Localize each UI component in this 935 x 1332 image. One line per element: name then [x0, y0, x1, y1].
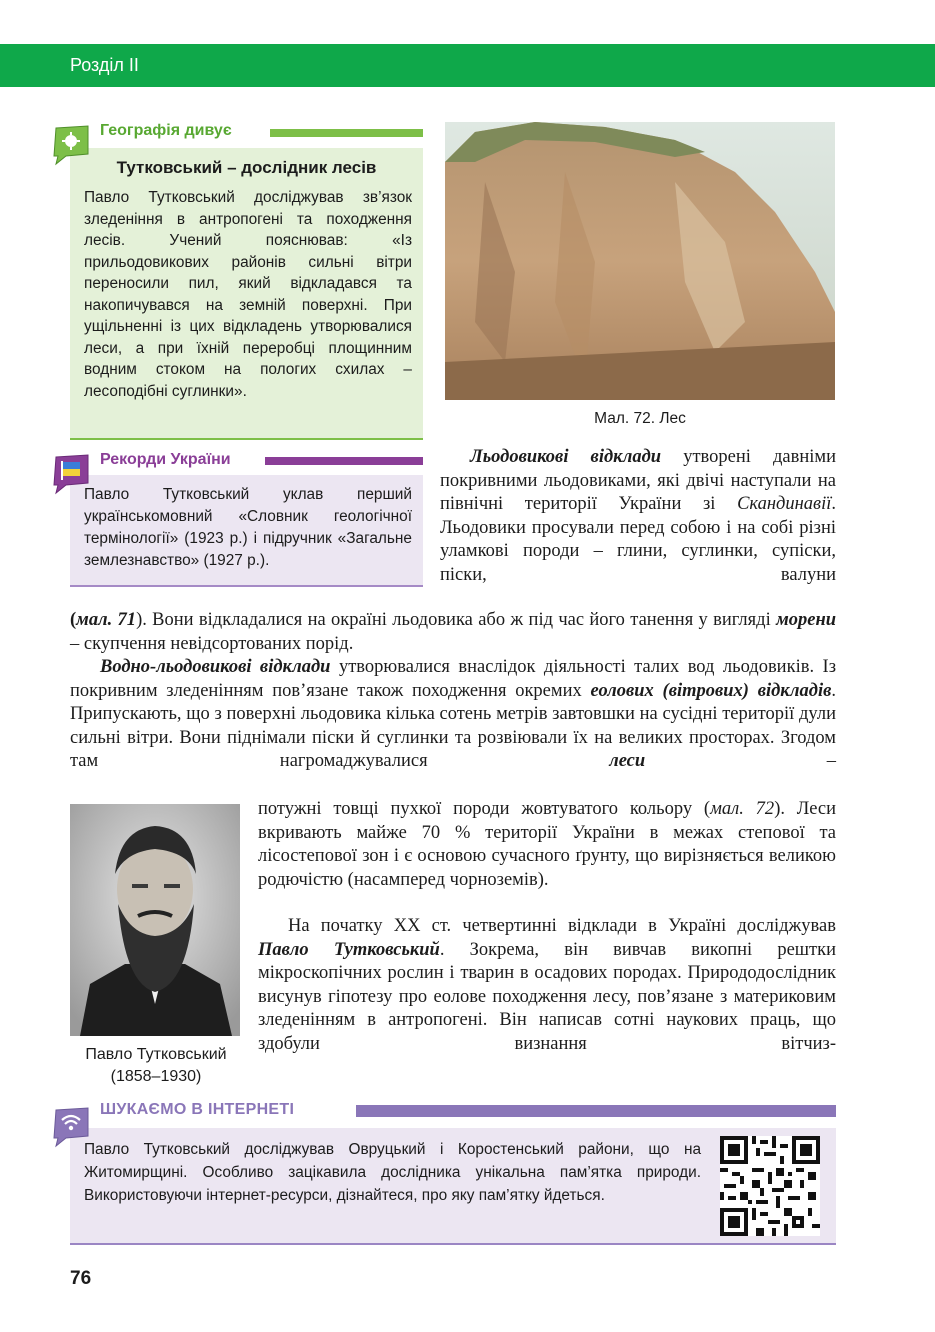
- paragraph-2-text-b: – скупчення невідсортованих порід.: [70, 633, 354, 654]
- paragraph-5-text-a: На початку XX ст. четвертинні відклади в Україні досліджував: [288, 916, 836, 936]
- term-loess: леси: [609, 751, 646, 771]
- portrait-caption-name: Павло Тутковський: [85, 1046, 227, 1063]
- body-paragraph-2-continued: [258, 798, 836, 892]
- records-box-text: Павло Тутковський уклав перший українськомовний «Словник геологічної термінології» (1923 р.) і підручник «Загальне землезнавство» (1927 р.).: [84, 486, 412, 569]
- paragraph-3-text-b: . Припускають, що з поверхні льодовика кілька сотень метрів завтовшки на сусідні території дули сильні вітри. Вони піднімали піски й суглинки та розвіювали їх на великих просторах. Згодом там нагромаджувалися: [70, 680, 836, 771]
- name-tutkovsky: Павло Тутковський: [258, 939, 440, 960]
- geography-box-text: Павло Тутковський досліджував зв’язок зледеніння в антропогені та походження лесів. Учений пояснював: «Із прильодовикових районів сильні вітри переносили пил, який відкладався та накопичувався на земній поверхні. При ущільненні із цих відкладень утворювалися леси, а при їхній переробці площинним водним стоком на пологих схилах – лесоподібні суглинки».: [84, 189, 412, 400]
- term-aeolian-deposits: еолових (вітрових) відкладів: [590, 680, 832, 701]
- paragraph-4-text-b: ). Леси вкривають майже 70 % території України в межах степової та лісостепової зон і є основою сучасного ґрунту, що вирізняється великою родючістю (насамперед чорноземів).: [258, 799, 837, 890]
- paragraph-2-text-a: ). Вони відкладалися на окраїні льодовика або ж під час його танення у вигляді: [136, 610, 777, 630]
- figure-ref-open: (: [70, 610, 77, 630]
- section-header-bar: [0, 44, 935, 87]
- internet-heading-rule: [356, 1105, 836, 1117]
- geography-box-heading: Географія дивує: [100, 122, 232, 139]
- portrait-caption: [60, 1044, 252, 1088]
- geography-heading-rule: [270, 129, 423, 137]
- tutkovsky-portrait: [70, 804, 240, 1036]
- figure-ref-72: мал. 72: [710, 799, 775, 819]
- paragraph-5-text-b: . Зокрема, він вивчав викопні рештки мікроскопічних рослин і тварин в осадових породах. Природодослідник висунув гіпотезу про еолове походження лесу, пов’язане з материковим зледенінням в антропогені. Він написав сотні наукових праць, що здобули визнання вітчиз-: [258, 939, 837, 1054]
- geography-box-subtitle: Тутковський – дослідник лесів: [116, 158, 377, 177]
- body-paragraph-1: [440, 446, 836, 587]
- loess-figure-caption: Мал. 72. Лес: [594, 410, 686, 427]
- qr-code-icon[interactable]: [720, 1136, 820, 1236]
- term-moraine: морени: [776, 610, 837, 630]
- page-number: 76: [70, 1268, 92, 1289]
- internet-box-text: Павло Тутковський досліджував Овруцький і Коростенський райони, що на Житомирщині. Особливо зацікавила дослідника унікальна пам’ятка природи. Використовуючи інтернет-ресурси, дізнайтеся, про яку пам’ятку йдеться.: [84, 1141, 701, 1204]
- body-paragraph-1-continued: [70, 609, 836, 656]
- term-fluvioglacial-deposits: Водно-льодовикові відклади: [100, 657, 331, 677]
- section-title: Розділ ІІ: [70, 55, 139, 75]
- term-glacial-deposits: Льодовикові відклади: [470, 447, 662, 467]
- portrait-caption-years: (1858–1930): [110, 1068, 202, 1085]
- records-heading-rule: [265, 457, 423, 465]
- loess-photo: [445, 122, 835, 400]
- place-scandinavia: Скандинавії: [737, 494, 832, 514]
- paragraph-1-text-b: . Льодовики просували перед собою і на собі різні уламкові породи – глини, суглинки, супіски, піски, валуни: [440, 494, 836, 585]
- internet-box-heading: ШУКАЄМО В ІНТЕРНЕТІ: [100, 1101, 295, 1118]
- body-paragraph-2: [70, 656, 836, 774]
- paragraph-4-text-a: потужні товщі пухкої породи жовтуватого кольору (: [258, 799, 711, 819]
- records-box-heading: Рекорди України: [100, 451, 231, 468]
- body-paragraph-3: [258, 915, 836, 1056]
- paragraph-1-text-a: утворені давніми покривними льодовиками, які двічі наступали на північні території України зі: [440, 447, 836, 514]
- figure-ref-71: мал. 71: [76, 610, 137, 630]
- paragraph-3-text-a: утворювалися внаслідок діяльності талих вод льодовиків. Із покривним зледенінням пов’язане також походження окремих: [70, 657, 836, 701]
- paragraph-3-text-c: –: [645, 751, 837, 771]
